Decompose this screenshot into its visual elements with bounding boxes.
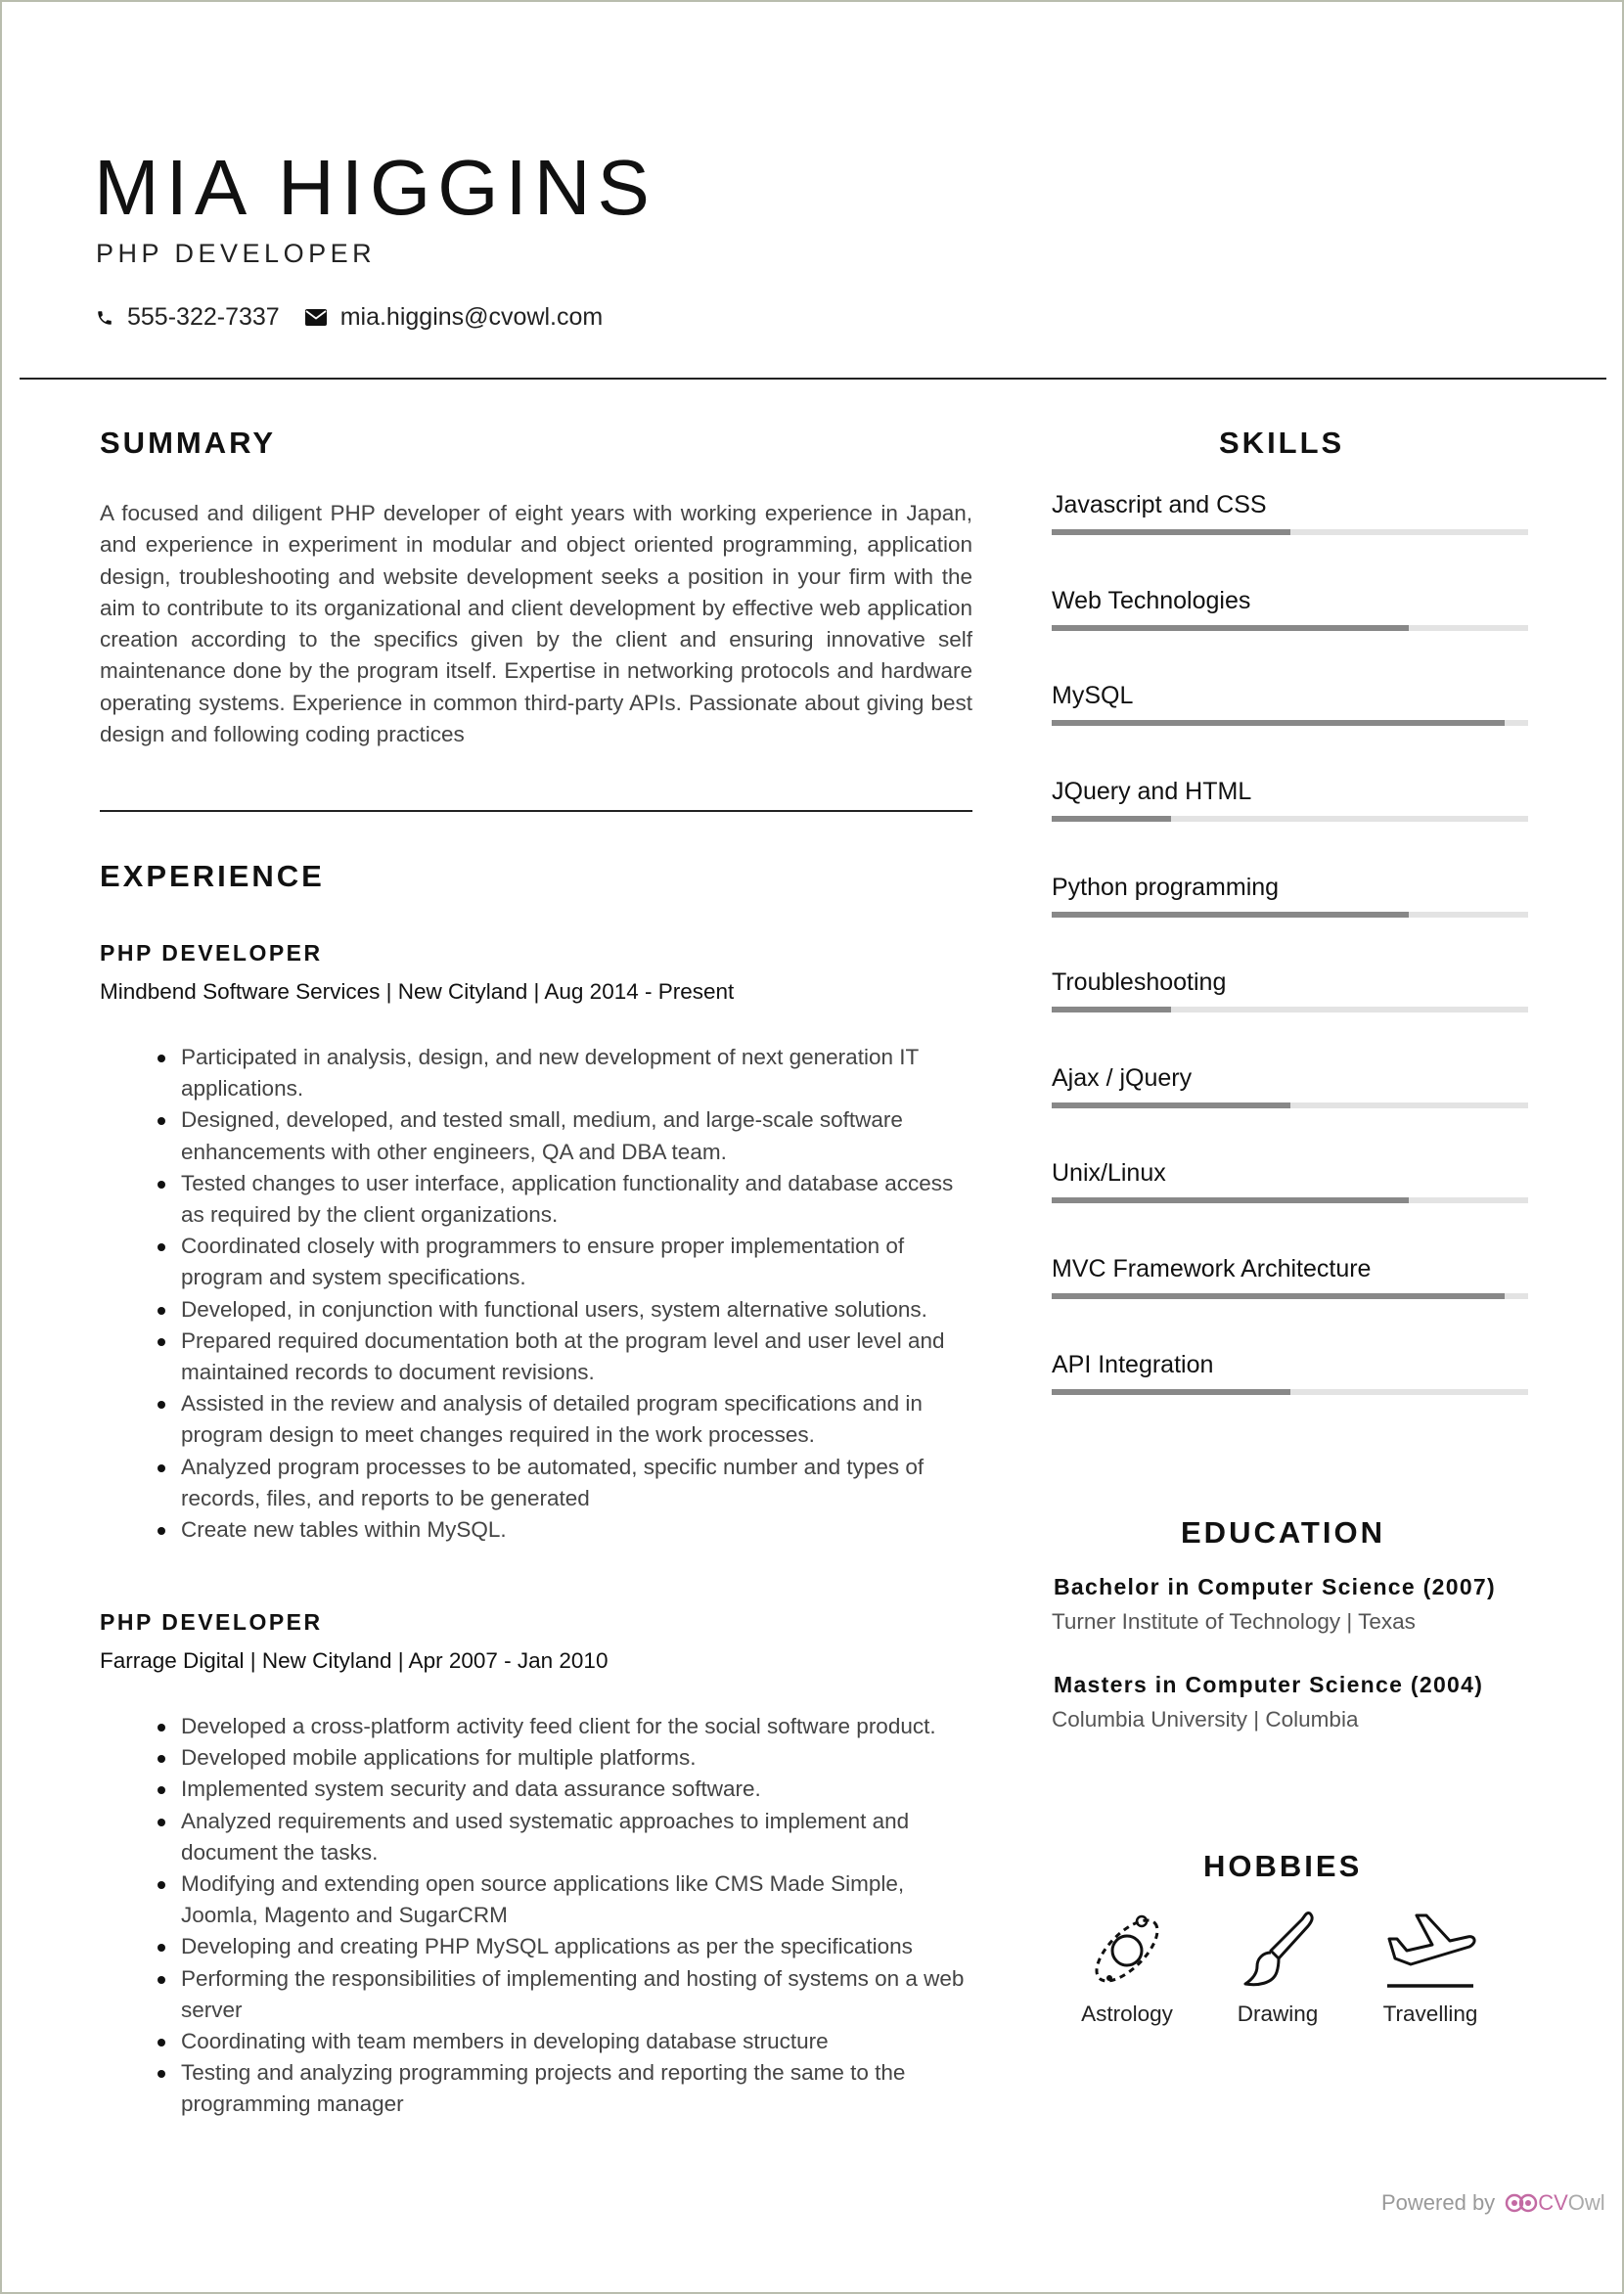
skill-bar-fill — [1052, 816, 1171, 822]
bullet-item: Performing the responsibilities of implementing and hosting of systems on a web server — [181, 1963, 980, 2026]
powered-by — [1381, 2190, 1605, 2216]
job-entry — [100, 942, 980, 1546]
bullet-item: Prepared required documentation both at the program level and user level and maintained records to document revisions. — [181, 1326, 980, 1388]
skill-label: Unix/Linux — [1052, 1159, 1166, 1187]
bullet-item: Coordinating with team members in developing database structure — [181, 2026, 980, 2057]
skill-bar-fill — [1052, 625, 1409, 631]
hobby-label: Travelling — [1382, 2002, 1478, 2026]
brush-icon — [1234, 1908, 1322, 1992]
powered-by-label: Powered by — [1381, 2190, 1496, 2215]
hobby-label: Astrology — [1081, 2002, 1173, 2026]
skill-item — [1052, 780, 1528, 822]
education-degree: Bachelor in Computer Science (2007) — [1054, 1574, 1496, 1599]
candidate-title: PHP DEVELOPER — [96, 239, 377, 268]
airplane-icon — [1381, 1908, 1479, 1992]
hobby-label: Drawing — [1237, 2002, 1319, 2026]
education-school: Turner Institute of Technology | Texas — [1052, 1609, 1416, 1634]
header-divider — [20, 378, 1606, 380]
bullet-item: Designed, developed, and tested small, medium, and large-scale software enhancements with other engineers, QA and DBA team. — [181, 1104, 980, 1167]
skill-label: MVC Framework Architecture — [1052, 1255, 1372, 1282]
skill-bar-fill — [1052, 529, 1290, 535]
astrology-icon — [1083, 1908, 1171, 1992]
skill-item — [1052, 876, 1528, 918]
bullet-item: Analyzed program processes to be automated, specific number and types of records, files, and reports to be generated — [181, 1452, 980, 1514]
bullet-item: Developed, in conjunction with functional users, system alternative solutions. — [181, 1294, 980, 1326]
skill-bar — [1052, 912, 1528, 918]
skill-item — [1052, 589, 1528, 631]
brand-owl: Owl — [1567, 2190, 1605, 2215]
skill-label: Web Technologies — [1052, 587, 1251, 614]
summary-heading: SUMMARY — [100, 426, 277, 460]
bullet-item: Tested changes to user interface, application functionality and database access as required by the client organizations. — [181, 1168, 980, 1231]
job-title: PHP DEVELOPER — [100, 1609, 323, 1635]
bullet-item: Participated in analysis, design, and new development of next generation IT applications. — [181, 1042, 980, 1104]
bullet-item: Developing and creating PHP MySQL applications as per the specifications — [181, 1931, 980, 1962]
skill-label: Javascript and CSS — [1052, 491, 1267, 518]
bullet-item: Implemented system security and data assurance software. — [181, 1774, 980, 1805]
skill-bar-fill — [1052, 1197, 1409, 1203]
owl-icon — [1505, 2192, 1538, 2214]
skill-label: Python programming — [1052, 874, 1280, 901]
hobby-item — [1204, 1908, 1351, 2027]
skill-bar — [1052, 529, 1528, 535]
skill-bar — [1052, 625, 1528, 631]
skill-label: MySQL — [1052, 682, 1134, 709]
skill-bar-fill — [1052, 1389, 1290, 1395]
education-degree: Masters in Computer Science (2004) — [1054, 1672, 1484, 1697]
skill-item — [1052, 493, 1528, 535]
job-title: PHP DEVELOPER — [100, 940, 323, 966]
skill-label: API Integration — [1052, 1351, 1214, 1378]
education-school: Columbia University | Columbia — [1052, 1707, 1359, 1732]
bullet-item: Modifying and extending open source applications like CMS Made Simple, Joomla, Magento and SugarCRM — [181, 1868, 980, 1931]
candidate-name: MIA HIGGINS — [94, 144, 656, 231]
hobbies-heading: HOBBIES — [1203, 1849, 1363, 1883]
bullet-item: Create new tables within MySQL. — [181, 1514, 980, 1546]
skill-item — [1052, 1353, 1528, 1395]
email-address[interactable]: mia.higgins@cvowl.com — [339, 303, 604, 331]
hobby-item — [1357, 1908, 1504, 2027]
phone-item — [96, 303, 280, 332]
skill-bar — [1052, 1389, 1528, 1395]
envelope-icon — [305, 309, 327, 326]
skill-bar — [1052, 1007, 1528, 1012]
bullet-item: Analyzed requirements and used systematic approaches to implement and document the tasks. — [181, 1806, 980, 1868]
skill-label: Ajax / jQuery — [1052, 1064, 1193, 1092]
skill-bar — [1052, 1293, 1528, 1299]
phone-number: 555-322-7337 — [127, 303, 280, 331]
skill-bar-fill — [1052, 912, 1409, 918]
skill-bar-fill — [1052, 1102, 1290, 1108]
skill-item — [1052, 1257, 1528, 1299]
skill-bar-fill — [1052, 1293, 1505, 1299]
job-bullets — [100, 1042, 980, 1546]
skill-bar-fill — [1052, 1007, 1171, 1012]
skill-item — [1052, 684, 1528, 726]
cvowl-logo[interactable] — [1505, 2190, 1604, 2216]
brand-cv: CV — [1538, 2190, 1568, 2215]
section-divider — [100, 810, 972, 812]
skills-heading: SKILLS — [1219, 426, 1345, 460]
job-bullets — [100, 1711, 980, 2121]
phone-icon — [96, 309, 113, 327]
skill-item — [1052, 1066, 1528, 1108]
skill-bar — [1052, 816, 1528, 822]
resume-page — [2, 2, 1622, 2292]
job-entry — [100, 1611, 980, 2121]
hobby-item — [1054, 1908, 1200, 2027]
skill-bar-fill — [1052, 720, 1505, 726]
bullet-item: Developed mobile applications for multiple platforms. — [181, 1742, 980, 1774]
skill-item — [1052, 1161, 1528, 1203]
summary-text: A focused and diligent PHP developer of eight years with working experience in Japan, and experience in experiment in modular and object oriented programming, application design, troubleshooting and website development seeks a position in your firm with the aim to contribute to its organizational and client development by effective web application creation according to the specifics given by the client and ensuring innovative self maintenance done by the program itself. Expertise in networking protocols and hardware operating systems. Experience in common third-party APIs. Passionate about giving best design and following coding practices — [100, 501, 972, 747]
skill-bar — [1052, 720, 1528, 726]
job-meta: Farrage Digital | New Cityland | Apr 2007 - Jan 2010 — [100, 1648, 609, 1673]
skill-bar — [1052, 1197, 1528, 1203]
skill-item — [1052, 970, 1528, 1012]
education-heading: EDUCATION — [1181, 1515, 1385, 1550]
contact-info — [96, 303, 628, 332]
bullet-item: Developed a cross-platform activity feed client for the social software product. — [181, 1711, 980, 1742]
experience-heading: EXPERIENCE — [100, 859, 325, 893]
bullet-item: Coordinated closely with programmers to ensure proper implementation of program and system specifications. — [181, 1231, 980, 1293]
skill-bar — [1052, 1102, 1528, 1108]
skill-label: Troubleshooting — [1052, 968, 1227, 996]
job-meta: Mindbend Software Services | New Cityland | Aug 2014 - Present — [100, 979, 735, 1004]
bullet-item: Testing and analyzing programming projects and reporting the same to the programming manager — [181, 2057, 980, 2120]
skill-label: JQuery and HTML — [1052, 778, 1252, 805]
email-item — [305, 303, 604, 332]
bullet-item: Assisted in the review and analysis of detailed program specifications and in program design to meet changes required in the work processes. — [181, 1388, 980, 1451]
